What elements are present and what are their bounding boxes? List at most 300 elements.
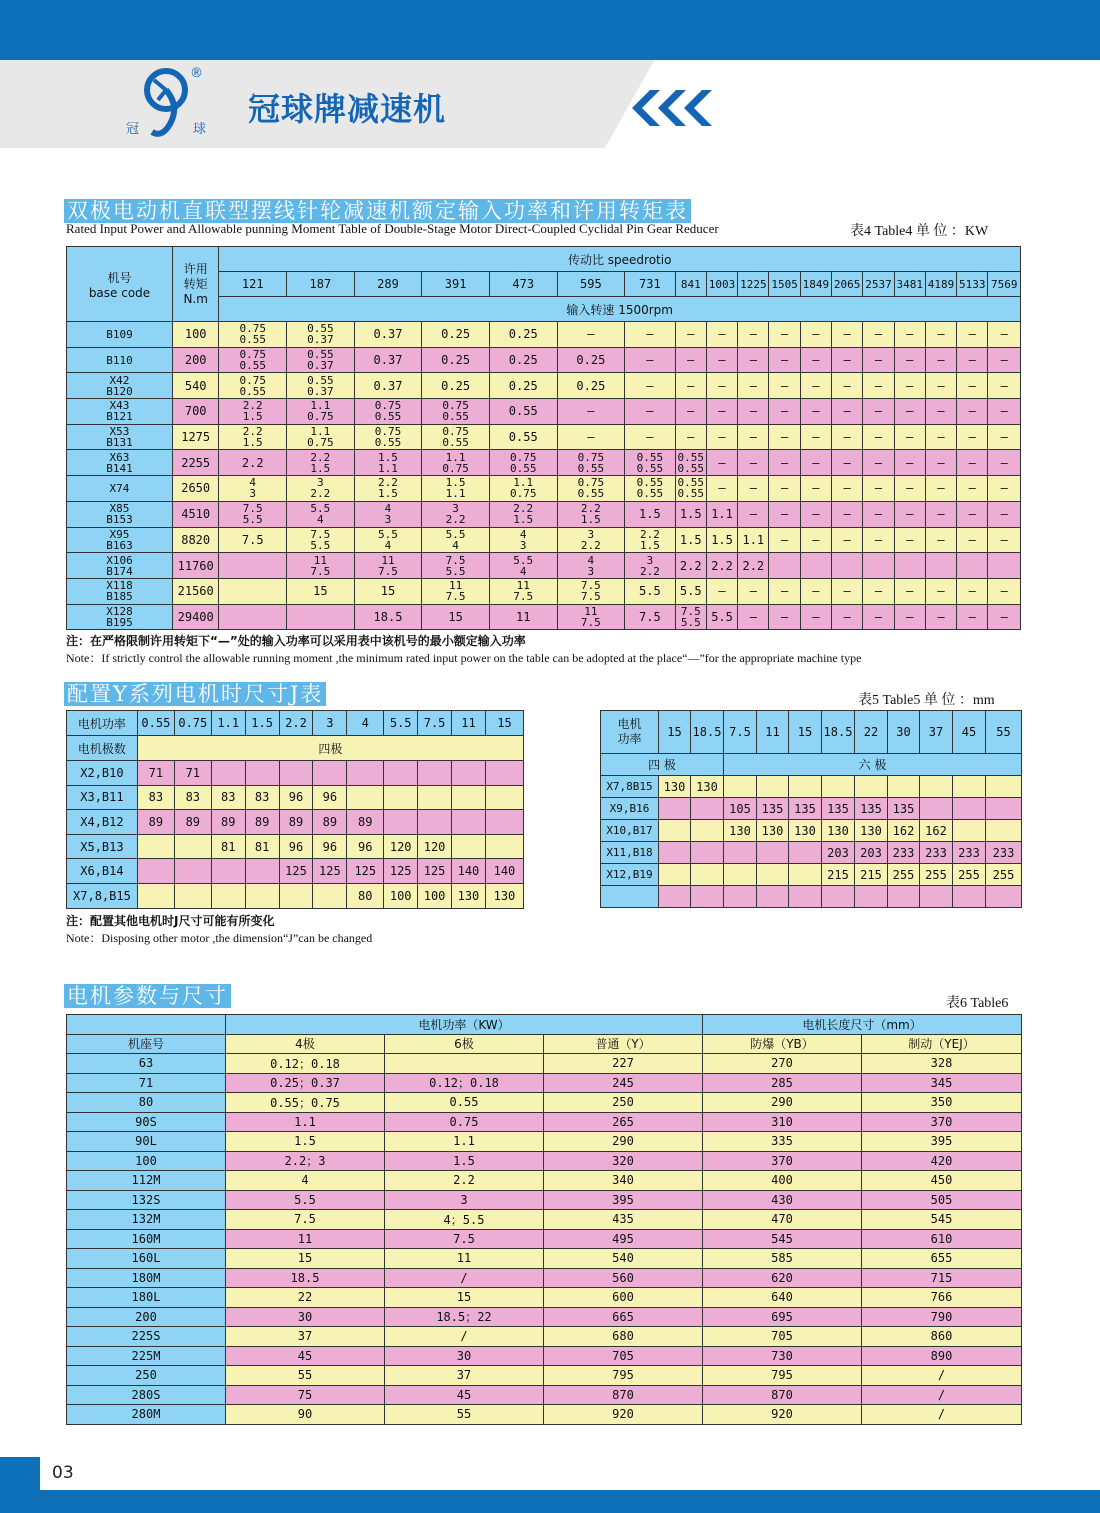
header-blank: [67, 1015, 226, 1035]
cell-text: 电机: [617, 717, 642, 731]
row-cell: [769, 399, 800, 425]
row-cell: [489, 322, 557, 348]
row-cell: 285: [703, 1073, 862, 1093]
row-cell: [832, 501, 863, 527]
row-cell: [757, 886, 789, 908]
cell-text: —: [874, 584, 883, 599]
row-cell: 0.12；0.18: [226, 1054, 385, 1074]
cell-text: 机号: [107, 270, 132, 285]
cell-text: —: [843, 378, 851, 393]
row-torque: 100: [172, 322, 218, 348]
row-cell: [832, 527, 863, 553]
cell-text: 转矩: [183, 276, 208, 291]
table-row: [67, 604, 1021, 630]
row-cell: [957, 322, 988, 348]
row-cell: 130: [855, 820, 888, 842]
cell-text: —: [749, 455, 757, 470]
row-cell: 30: [226, 1307, 385, 1327]
cell-text: —: [906, 609, 914, 624]
cell-text: 0.55: [677, 476, 705, 490]
table5-note-cn: 注：配置其他电机时J尺寸可能有所变化: [66, 914, 275, 928]
row-cell: 135: [822, 798, 855, 820]
row-cell: [347, 785, 384, 810]
page-number-box: [0, 1457, 40, 1513]
cell-text: —: [937, 455, 945, 470]
table-row: [67, 785, 524, 810]
row-cell: [557, 553, 625, 579]
row-cell: [920, 886, 953, 908]
cell-text: 0.55: [677, 461, 705, 475]
cell-text: —: [780, 609, 789, 624]
row-cell: 89: [245, 810, 279, 835]
row-cell: [988, 604, 1021, 630]
row-cell: [706, 604, 737, 630]
cell-text: —: [843, 532, 851, 547]
row-cell: [822, 776, 855, 798]
table-row: [67, 859, 524, 884]
row-cell: [489, 527, 557, 553]
row-code: [601, 886, 659, 908]
row-cell: [219, 501, 287, 527]
cell-text: —: [780, 481, 789, 496]
row-cell: [957, 578, 988, 604]
row-cell: 345: [862, 1073, 1022, 1093]
cell-text: 1.1: [378, 461, 398, 475]
table5b-pole-row: [601, 754, 1022, 776]
row-cell: [738, 399, 769, 425]
row-cell: [287, 347, 355, 373]
row-code: [67, 399, 173, 425]
table4-header-row: [67, 247, 1021, 272]
row-cell: 795: [703, 1366, 862, 1386]
row-cell: [789, 864, 822, 886]
row-cell: [287, 322, 355, 348]
row-cell: [219, 476, 287, 502]
cell-text: 0.25: [441, 327, 471, 342]
cell-text: —: [906, 532, 914, 547]
table-row: [67, 1307, 1022, 1327]
cell-text: —: [1000, 430, 1008, 445]
cell-text: —: [687, 430, 695, 445]
row-code: X3,B11: [67, 785, 138, 810]
row-cell: [988, 424, 1021, 450]
row-cell: 140: [452, 859, 486, 884]
cell-text: —: [874, 532, 883, 547]
cell-text: 11: [448, 579, 463, 593]
row-cell: [485, 785, 523, 810]
cell-text: 0.55: [239, 384, 266, 398]
table-row: [67, 1171, 1022, 1191]
row-cell: [557, 604, 625, 630]
cell-text: 4: [317, 513, 324, 527]
cell-text: 0.25: [576, 378, 606, 393]
table-row: [67, 1132, 1022, 1152]
row-cell: 270: [703, 1054, 862, 1074]
row-cell: 215: [822, 864, 855, 886]
row-cell: [287, 476, 355, 502]
cell-text: 0.55: [636, 487, 664, 501]
row-code: [67, 578, 173, 604]
row-cell: [800, 553, 831, 579]
row-cell: [384, 810, 418, 835]
table-row: [601, 798, 1022, 820]
row-cell: [489, 553, 557, 579]
cell-text: B141: [106, 461, 133, 475]
power-cell: 7.5: [724, 711, 757, 754]
table-row: [67, 347, 1021, 373]
header-6pole: 6极: [385, 1034, 544, 1054]
table-row: [67, 450, 1021, 476]
brand-title: 冠球牌减速机: [248, 90, 447, 128]
cell-text: —: [843, 507, 851, 522]
row-cell: 130: [452, 883, 486, 908]
cell-text: —: [1000, 327, 1008, 342]
row-cell: [219, 347, 287, 373]
row-cell: [832, 450, 863, 476]
cell-text: —: [1000, 404, 1008, 419]
row-cell: 100: [418, 883, 452, 908]
row-torque: 4510: [172, 501, 218, 527]
row-code: X11,B18: [601, 842, 659, 864]
row-cell: 860: [862, 1327, 1022, 1347]
row-cell: [925, 322, 956, 348]
table-row: [67, 1249, 1022, 1269]
cell-text: 0.25: [576, 353, 606, 368]
cell-text: —: [812, 430, 820, 445]
cell-text: 15: [380, 584, 396, 599]
cell-text: —: [874, 481, 883, 496]
row-cell: 37: [226, 1327, 385, 1347]
header-power: [601, 711, 659, 754]
row-code: [67, 347, 173, 373]
table-row: [67, 476, 1021, 502]
row-cell: [245, 883, 279, 908]
row-cell: [769, 476, 800, 502]
cell-text: 1.5: [679, 532, 702, 547]
row-cell: [557, 450, 625, 476]
row-cell: 585: [703, 1249, 862, 1269]
row-cell: [287, 424, 355, 450]
cell-text: 1.5: [378, 450, 398, 464]
row-cell: [757, 864, 789, 886]
row-cell: [557, 322, 625, 348]
cell-text: 1.5: [445, 476, 466, 490]
cell-text: —: [780, 430, 789, 445]
row-cell: [800, 476, 831, 502]
cell-text: 5.5: [679, 584, 702, 599]
row-cell: [738, 476, 769, 502]
row-cell: 255: [920, 864, 953, 886]
row-cell: [659, 886, 691, 908]
row-cell: 600: [544, 1288, 703, 1308]
cell-text: 4: [587, 553, 595, 567]
cell-text: —: [749, 378, 757, 393]
row-cell: [354, 476, 422, 502]
row-cell: [988, 501, 1021, 527]
row-cell: [489, 399, 557, 425]
cell-text: —: [968, 327, 976, 342]
row-cell: [211, 761, 245, 786]
row-cell: [675, 450, 706, 476]
row-cell: [738, 322, 769, 348]
row-cell: 870: [703, 1385, 862, 1405]
row-cell: [769, 347, 800, 373]
row-cell: 15: [385, 1288, 544, 1308]
cell-text: —: [874, 353, 883, 368]
cell-text: —: [780, 378, 789, 393]
cell-text: 0.75: [442, 399, 469, 413]
cell-text: 0.55: [442, 436, 469, 450]
cell-text: 2.2: [241, 455, 264, 470]
row-cell: [988, 578, 1021, 604]
row-cell: 766: [862, 1288, 1022, 1308]
row-cell: [894, 450, 925, 476]
cell-text: 0.75: [239, 373, 266, 387]
cell-text: —: [718, 353, 726, 368]
row-cell: 255: [986, 864, 1022, 886]
cell-text: —: [780, 353, 789, 368]
row-torque: 29400: [172, 604, 218, 630]
ratio-cell: 391: [422, 272, 490, 297]
cell-text: X128: [106, 604, 133, 618]
row-cell: [287, 373, 355, 399]
row-cell: 920: [544, 1405, 703, 1425]
header-torque: [172, 247, 218, 322]
row-cell: 610: [862, 1229, 1022, 1249]
table4-label: 表4 Table4 单 位 ：KW: [850, 224, 989, 239]
row-cell: [706, 322, 737, 348]
row-cell: [986, 776, 1022, 798]
table-row: [67, 1151, 1022, 1171]
cell-text: X85: [109, 502, 130, 516]
header-yb: 防爆（YB）: [703, 1034, 862, 1054]
row-cell: 265: [544, 1112, 703, 1132]
row-cell: [219, 604, 287, 630]
ratio-cell: 5133: [957, 272, 988, 297]
cell-text: —: [749, 404, 757, 419]
ratio-cell: 289: [354, 272, 422, 297]
cell-text: —: [749, 353, 757, 368]
cell-text: 0.55: [307, 373, 334, 387]
header-y: 普通（Y）: [544, 1034, 703, 1054]
cell-text: 3: [587, 564, 595, 578]
row-cell: [489, 373, 557, 399]
row-cell: 0.75: [385, 1112, 544, 1132]
cell-text: 3: [519, 538, 527, 552]
cell-text: X118: [106, 579, 133, 593]
row-cell: [988, 347, 1021, 373]
row-cell: 89: [279, 810, 313, 835]
cell-text: 1.1: [445, 450, 466, 464]
row-cell: [354, 604, 422, 630]
cell-text: 11: [516, 579, 530, 593]
power-cell: 18.5: [822, 711, 855, 754]
row-cell: [137, 859, 174, 884]
row-cell: [287, 450, 355, 476]
ratio-cell: 187: [287, 272, 355, 297]
row-code: [67, 373, 173, 399]
table-row: [67, 883, 524, 908]
row-cell: 45: [385, 1385, 544, 1405]
cell-text: 0.75: [374, 399, 402, 413]
cell-text: B120: [106, 384, 133, 398]
row-cell: [659, 864, 691, 886]
cell-text: 1.5: [242, 436, 263, 450]
row-cell: 920: [703, 1405, 862, 1425]
row-cell: [245, 761, 279, 786]
row-cell: [832, 476, 863, 502]
cell-text: —: [812, 507, 820, 522]
row-cell: 335: [703, 1132, 862, 1152]
row-cell: [557, 347, 625, 373]
cell-text: 1.5: [513, 513, 534, 527]
cell-text: 0.55: [636, 476, 664, 490]
row-cell: [832, 399, 863, 425]
table-row: [67, 527, 1021, 553]
row-cell: [988, 322, 1021, 348]
cell-text: —: [749, 609, 757, 624]
table-row: [67, 1229, 1022, 1249]
row-cell: [706, 578, 737, 604]
row-cell: [769, 578, 800, 604]
table-row: [67, 1366, 1022, 1386]
cell-text: —: [718, 481, 726, 496]
cell-text: 0.25: [508, 327, 538, 342]
row-cell: [354, 373, 422, 399]
row-cell: [863, 424, 894, 450]
cell-text: —: [718, 430, 726, 445]
row-cell: [422, 399, 490, 425]
row-cell: [769, 527, 800, 553]
row-cell: [489, 424, 557, 450]
row-cell: 545: [703, 1229, 862, 1249]
row-cell: [957, 373, 988, 399]
cell-text: X74: [109, 481, 130, 495]
cell-text: —: [968, 430, 976, 445]
table-row: [601, 886, 1022, 908]
cell-text: 2.2: [310, 487, 331, 501]
row-cell: [706, 373, 737, 399]
row-cell: 130: [757, 820, 789, 842]
cell-text: 0.55: [307, 348, 334, 362]
cell-text: —: [812, 378, 820, 393]
row-cell: [422, 424, 490, 450]
row-cell: [863, 476, 894, 502]
cell-text: 5.5: [242, 513, 263, 527]
cell-text: —: [749, 507, 757, 522]
cell-text: —: [812, 532, 820, 547]
row-cell: 90: [226, 1405, 385, 1425]
row-cell: [863, 399, 894, 425]
cell-text: —: [906, 507, 914, 522]
row-cell: [925, 476, 956, 502]
cell-text: —: [749, 584, 757, 599]
cell-text: —: [646, 353, 654, 368]
row-cell: [422, 527, 490, 553]
row-cell: [925, 501, 956, 527]
cell-text: 0.55: [508, 404, 538, 419]
row-cell: [894, 476, 925, 502]
header-poles: 电机极数: [67, 736, 138, 761]
cell-text: —: [780, 327, 789, 342]
row-cell: [625, 424, 675, 450]
cell-text: 3: [317, 476, 324, 490]
row-cell: [625, 553, 675, 579]
cell-text: —: [749, 327, 757, 342]
cell-text: B185: [106, 590, 133, 604]
header-speed: 输入转速 1500rpm: [219, 297, 1021, 322]
row-cell: [957, 450, 988, 476]
cell-text: 0.25: [441, 378, 471, 393]
row-code: X7,8B15: [601, 776, 659, 798]
cell-text: 7.5: [639, 609, 661, 624]
row-cell: 130: [724, 820, 757, 842]
ratio-cell: 4189: [925, 272, 956, 297]
row-torque: 21560: [172, 578, 218, 604]
cell-text: —: [874, 455, 883, 470]
table-row: [67, 1210, 1022, 1230]
cell-text: 1.1: [742, 532, 765, 547]
row-cell: 370: [862, 1112, 1022, 1132]
cell-text: 5.5: [310, 502, 331, 516]
row-code: [67, 553, 173, 579]
row-code: X4,B12: [67, 810, 138, 835]
row-cell: [287, 604, 355, 630]
row-cell: 1.1: [385, 1132, 544, 1152]
row-cell: [953, 820, 986, 842]
cell-text: 0.75: [577, 476, 605, 490]
cell-text: 2.2: [639, 564, 660, 578]
row-cell: [557, 578, 625, 604]
row-cell: [489, 476, 557, 502]
cell-text: 7.5: [580, 615, 601, 629]
power-cell: 18.5: [691, 711, 724, 754]
cell-text: 11: [381, 553, 395, 567]
row-cell: 545: [862, 1210, 1022, 1230]
row-cell: [706, 501, 737, 527]
row-cell: [422, 604, 490, 630]
cell-text: 5.5: [445, 564, 466, 578]
row-cell: [174, 883, 211, 908]
ratio-cell: 841: [675, 272, 706, 297]
row-cell: [659, 842, 691, 864]
cell-text: 0.25: [441, 353, 471, 368]
row-cell: 495: [544, 1229, 703, 1249]
row-cell: [894, 501, 925, 527]
cell-text: 0.75: [509, 450, 537, 464]
header-power: 电机功率: [67, 711, 138, 736]
row-cell: [384, 785, 418, 810]
row-cell: 233: [888, 842, 920, 864]
row-cell: [800, 373, 831, 399]
cell-text: 0.37: [307, 333, 334, 347]
row-cell: [219, 322, 287, 348]
row-cell: [925, 347, 956, 373]
row-cell: 215: [855, 864, 888, 886]
row-cell: [485, 810, 523, 835]
power-cell: 5.5: [384, 711, 418, 736]
cell-text: 2.2: [742, 558, 765, 573]
row-cell: /: [862, 1385, 1022, 1405]
row-cell: 695: [703, 1307, 862, 1327]
cell-text: —: [937, 430, 945, 445]
cell-text: —: [843, 481, 851, 496]
row-cell: [957, 604, 988, 630]
row-torque: 1275: [172, 424, 218, 450]
cell-text: X53: [109, 425, 130, 439]
row-cell: [953, 776, 986, 798]
cell-text: 2.2: [378, 476, 398, 490]
